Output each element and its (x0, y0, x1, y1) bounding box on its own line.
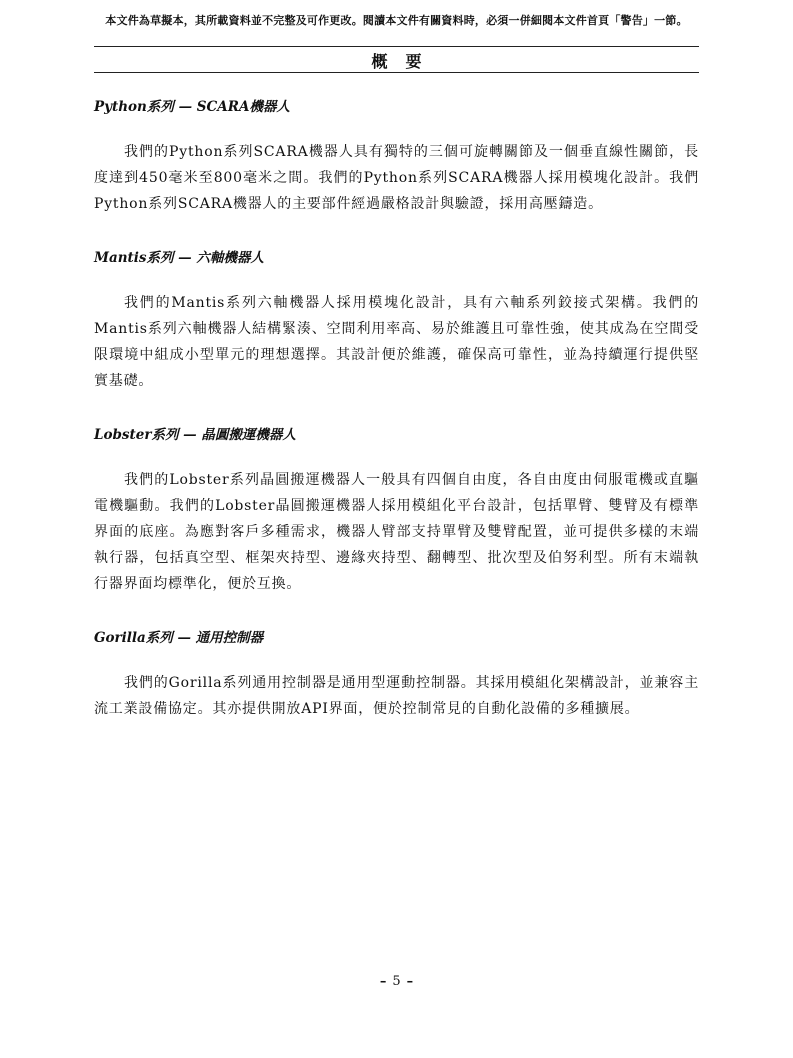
paragraph-mantis: 我們的Mantis系列六軸機器人採用模塊化設計，具有六軸系列鉸接式架構。我們的Mantis系列六軸機器人結構緊湊、空間利用率高、易於維護且可靠性強，使其成為在空間受限環境中組成小型單元的理想選擇。其設計便於維護，確保高可靠性，並為持續運行提供堅實基礎。 (94, 295, 699, 389)
paragraph-gorilla: 我們的Gorilla系列通用控制器是通用型運動控制器。其採用模組化架構設計，並兼容主流工業設備協定。其亦提供開放API界面，便於控制常見的自動化設備的多種擴展。 (94, 675, 699, 717)
heading-python-scara: Python系列 — SCARA機器人 (94, 99, 290, 115)
header-rule-bottom (94, 72, 699, 73)
heading-mantis: Mantis系列 — 六軸機器人 (94, 250, 264, 266)
page-number: 5 (392, 974, 401, 989)
paragraph-lobster: 我們的Lobster系列晶圓搬運機器人一般具有四個自由度，各自由度由伺服電機或直驅電機驅動。我們的Lobster晶圓搬運機器人採用模組化平台設計，包括單臂、雙臂及有標準界面的底座。為應對客戶多種需求，機器人臂部支持單臂及雙臂配置，並可提供多樣的末端執行器，包括真空型、框架夾持型、邊緣夾持型、翻轉型、批次型及伯努利型。所有末端執行器界面均標準化，便於互換。 (94, 472, 699, 592)
page-footer (0, 974, 793, 989)
section-title: 概要 (371, 52, 440, 71)
draft-disclaimer: 本文件為草擬本，其所載資料並不完整及可作更改。閱讀本文件有關資料時，必須一併細閱本文件首頁「警告」一節。 (105, 14, 688, 27)
heading-gorilla: Gorilla系列 — 通用控制器 (94, 630, 264, 646)
footer-dash-right: – (406, 974, 414, 989)
header-rule-top (94, 46, 699, 47)
heading-lobster: Lobster系列 — 晶圓搬運機器人 (94, 427, 296, 443)
paragraph-python-scara: 我們的Python系列SCARA機器人具有獨特的三個可旋轉關節及一個垂直線性關節，長度達到450毫米至800毫米之間。我們的Python系列SCARA機器人採用模塊化設計。我們Python系列SCARA機器人的主要部件經過嚴格設計與驗證，採用高壓鑄造。 (94, 144, 699, 212)
footer-dash-left: – (379, 974, 387, 989)
